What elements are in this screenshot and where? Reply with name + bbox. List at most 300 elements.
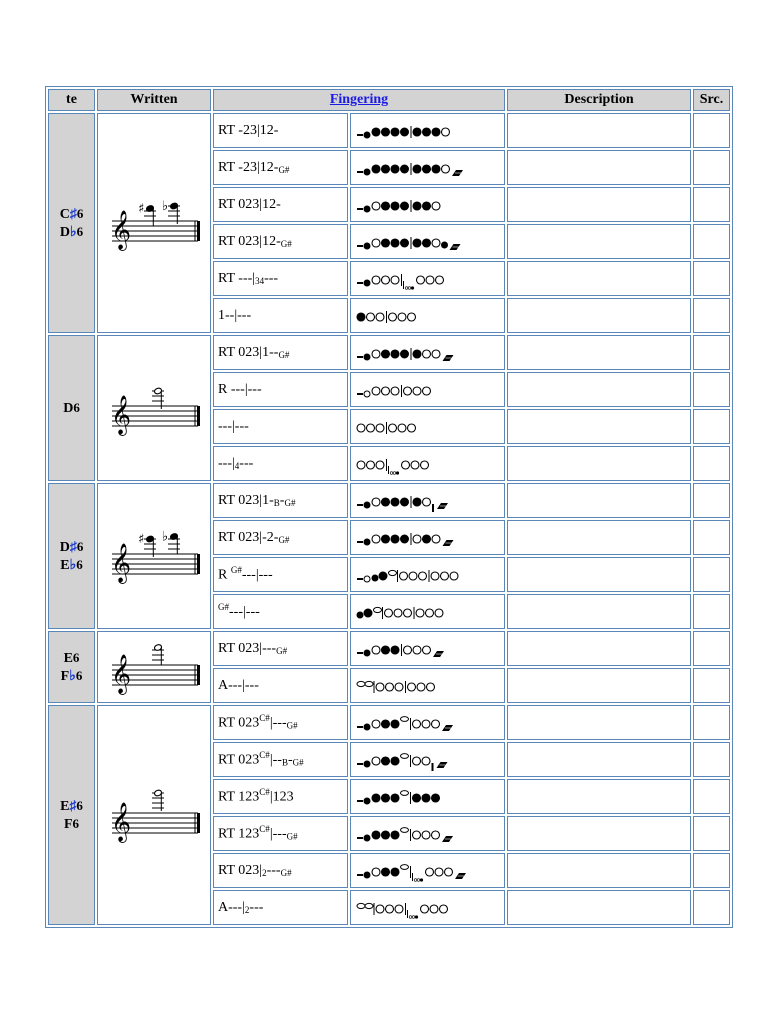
header-row (48, 89, 730, 111)
staff-notation (102, 524, 214, 584)
open-hole-icon (389, 424, 397, 432)
open-hole-icon (413, 535, 421, 543)
fingering-code (213, 483, 348, 518)
closed-hole-icon (391, 535, 399, 543)
final-barline (197, 665, 200, 685)
octave-number: 6 (75, 668, 83, 683)
fingering-code (213, 520, 348, 555)
pinky-key-icon (393, 471, 396, 474)
fingering-code-part: RT 123 (218, 789, 260, 805)
closed-hole-icon (391, 646, 399, 654)
open-hole-icon (408, 683, 416, 691)
note-name-cell (48, 113, 95, 333)
side-key-icon (374, 607, 382, 612)
open-hole-icon (408, 313, 416, 321)
note-letter: F (60, 669, 70, 684)
closed-hole-icon (372, 794, 380, 802)
description-cell (507, 224, 691, 259)
closed-hole-icon (401, 165, 409, 173)
pinky-key-icon (396, 471, 399, 474)
treble-clef-icon: 𝄞 (111, 394, 132, 435)
pinky-key-icon (408, 286, 411, 289)
fingering-diagram (355, 453, 503, 475)
thumb-rest-icon (357, 578, 363, 580)
open-hole-icon (432, 720, 440, 728)
source-cell (693, 890, 730, 925)
fingering-code (213, 335, 348, 370)
fingering-column-header (213, 89, 505, 111)
thumb-hole-icon (364, 502, 370, 508)
pinky-key-icon (420, 878, 423, 881)
open-hole-icon (402, 461, 410, 469)
side-key-icon (365, 903, 373, 908)
closed-hole-icon (401, 498, 409, 506)
note-column-header: te (48, 89, 95, 111)
fingering-diagram (355, 564, 503, 586)
note-name-cell (48, 483, 95, 629)
fingering-code-part: C# (259, 750, 270, 761)
fingering-diagram-cell (350, 298, 505, 333)
pinky-key-icon (414, 878, 417, 881)
description-cell (507, 261, 691, 296)
open-hole-icon (450, 572, 458, 580)
c-sharp-key-icon (401, 827, 409, 832)
note-name (53, 538, 90, 556)
open-hole-icon (411, 461, 419, 469)
thumb-hole-icon (364, 206, 370, 212)
open-hole-icon (417, 276, 425, 284)
description-cell (507, 446, 691, 481)
open-hole-icon (423, 646, 431, 654)
fingering-diagram-cell (350, 557, 505, 592)
closed-hole-icon (391, 868, 399, 876)
fingering-code-part: 2 (244, 904, 250, 915)
fingering-code-part: G# (280, 867, 292, 878)
open-hole-icon (372, 239, 380, 247)
fingering-code-part: --- (239, 455, 254, 471)
fingering-code (213, 298, 348, 333)
treble-clef-icon: 𝄞 (111, 653, 132, 694)
open-hole-icon (398, 424, 406, 432)
thumb-rest-icon (357, 874, 363, 876)
description-cell (507, 335, 691, 370)
open-hole-icon (432, 831, 440, 839)
note-letter: E (60, 799, 70, 814)
thumb-hole-icon (364, 169, 370, 175)
thumb-hole-icon (364, 576, 370, 582)
closed-hole-icon (391, 239, 399, 247)
staff-notation (102, 783, 214, 843)
fingering-code-part: RT ---| (218, 270, 256, 286)
open-hole-icon (435, 868, 443, 876)
closed-hole-icon (382, 165, 390, 173)
open-hole-icon (435, 609, 443, 617)
fingering-diagram (355, 527, 503, 549)
fingering-code-part: - (279, 492, 285, 508)
open-hole-icon (400, 572, 408, 580)
open-hole-icon (422, 831, 430, 839)
fingering-code-part: G# (218, 602, 229, 613)
fingering-code-part: RT -23|12- (218, 159, 279, 175)
closed-hole-icon (441, 241, 448, 248)
fingering-diagram-cell (350, 705, 505, 740)
accidental: ♯ (69, 540, 77, 555)
open-hole-icon (404, 646, 412, 654)
fingering-code (213, 150, 348, 185)
pinky-key-icon (411, 286, 414, 289)
open-hole-icon (372, 868, 380, 876)
fingering-code (213, 187, 348, 222)
description-cell (507, 631, 691, 666)
closed-hole-icon (401, 128, 409, 136)
thumb-hole-icon (364, 132, 370, 138)
fingering-code-part: G# (278, 349, 290, 360)
open-hole-icon (422, 757, 430, 765)
fingering-code-part: A---| (218, 899, 245, 915)
closed-hole-icon (423, 202, 431, 210)
fingering-code-part: R (218, 567, 231, 583)
closed-hole-icon (391, 350, 399, 358)
fingering-code-part: G# (278, 534, 290, 545)
written-staff-cell (97, 113, 211, 333)
accidental: ♭ (70, 225, 77, 240)
open-hole-icon (376, 461, 384, 469)
thumb-rest-icon (357, 726, 363, 728)
fingering-code (213, 372, 348, 407)
table-row (48, 705, 730, 740)
note-letter: D (59, 540, 70, 555)
fingering-code (213, 409, 348, 444)
final-barline (197, 221, 200, 241)
fingering-diagram (355, 786, 503, 808)
open-hole-icon (386, 683, 394, 691)
open-hole-icon (413, 646, 421, 654)
fingering-code-part: G# (280, 238, 292, 249)
open-hole-icon (408, 424, 416, 432)
fingering-code-part: A---|--- (218, 677, 259, 693)
source-cell (693, 113, 730, 148)
written-staff-cell (97, 483, 211, 629)
fingering-diagram-cell (350, 816, 505, 851)
fingering-code-part: 34 (255, 275, 265, 286)
description-cell (507, 890, 691, 925)
open-hole-icon (398, 313, 406, 321)
thumb-hole-icon (364, 280, 370, 286)
fingering-diagram (355, 305, 503, 327)
c-sharp-key-icon (401, 753, 409, 758)
open-hole-icon (372, 350, 380, 358)
note-name-cell (48, 631, 95, 703)
closed-hole-icon (357, 313, 365, 321)
open-hole-icon (367, 461, 375, 469)
source-column-header: Src. (693, 89, 730, 111)
closed-hole-icon (382, 646, 390, 654)
thumb-hole-icon (364, 798, 370, 804)
note-name (53, 797, 90, 815)
final-barline (197, 554, 200, 574)
fingering-diagram-cell (350, 779, 505, 814)
source-cell (693, 668, 730, 703)
open-hole-icon (432, 239, 440, 247)
thumb-hole-icon (364, 650, 370, 656)
fingering-code-part: RT 023 (218, 715, 260, 731)
written-staff-cell (97, 705, 211, 925)
open-hole-icon (432, 202, 440, 210)
closed-hole-icon (432, 794, 440, 802)
description-cell (507, 409, 691, 444)
accidental: ♯ (69, 207, 77, 222)
fingering-code-part: |--- (269, 715, 287, 731)
fingering-diagram (355, 120, 503, 142)
fingering-code-part: G# (286, 720, 298, 731)
closed-hole-icon (413, 128, 421, 136)
thumb-rest-icon (357, 763, 363, 765)
fingering-code (213, 890, 348, 925)
fingering-code (213, 557, 348, 592)
description-cell (507, 113, 691, 148)
source-cell (693, 557, 730, 592)
fingering-diagram (355, 897, 503, 919)
thumb-rest-icon (357, 800, 363, 802)
open-hole-icon (442, 165, 450, 173)
closed-hole-icon (382, 720, 390, 728)
fingering-diagram (355, 823, 503, 845)
fingering-diagram-cell (350, 335, 505, 370)
open-hole-icon (357, 461, 365, 469)
open-hole-icon (367, 424, 375, 432)
source-cell (693, 224, 730, 259)
open-hole-icon (372, 535, 380, 543)
closed-hole-icon (401, 239, 409, 247)
open-hole-icon (423, 387, 431, 395)
pinky-key-icon (409, 915, 412, 918)
note-letter: E (63, 651, 73, 666)
open-hole-icon (445, 868, 453, 876)
note-name (53, 556, 90, 574)
treble-clef-icon: 𝄞 (111, 209, 132, 250)
fingering-code (213, 594, 348, 629)
open-hole-icon (426, 868, 434, 876)
fingering-link[interactable]: Fingering (329, 92, 389, 107)
closed-hole-icon (423, 535, 431, 543)
open-hole-icon (367, 313, 375, 321)
note-letter: D (59, 225, 70, 240)
fingering-code-part: C# (259, 713, 270, 724)
open-hole-icon (441, 572, 449, 580)
source-cell (693, 594, 730, 629)
open-hole-icon (391, 387, 399, 395)
closed-hole-icon (391, 165, 399, 173)
fingering-diagram (355, 638, 503, 660)
accidental: ♯ (69, 799, 77, 814)
thumb-rest-icon (357, 171, 363, 173)
description-cell (507, 557, 691, 592)
description-cell (507, 483, 691, 518)
description-cell (507, 779, 691, 814)
accidental: ♭ (69, 669, 76, 684)
open-hole-icon (385, 609, 393, 617)
thumb-rest-icon (357, 208, 363, 210)
octave-number: 6 (72, 650, 80, 665)
open-hole-icon (394, 609, 402, 617)
source-cell (693, 446, 730, 481)
table-body (48, 113, 730, 925)
open-hole-icon (372, 202, 380, 210)
octave-number: 6 (76, 798, 83, 813)
sharp-icon: ♯ (138, 531, 145, 547)
closed-hole-icon (382, 831, 390, 839)
fingering-code-part: RT -23|12- (218, 122, 279, 138)
closed-hole-icon (382, 757, 390, 765)
pinky-key-icon (417, 878, 420, 881)
closed-hole-icon (382, 202, 390, 210)
fingering-diagram-cell (350, 113, 505, 148)
thumb-hole-icon (364, 243, 370, 249)
treble-clef-icon: 𝄞 (111, 542, 132, 583)
note-name (53, 399, 90, 417)
open-hole-icon (416, 609, 424, 617)
thumb-rest-icon (357, 652, 363, 654)
thumb-rest-icon (357, 282, 363, 284)
open-hole-icon (430, 905, 438, 913)
open-hole-icon (421, 905, 429, 913)
open-hole-icon (427, 683, 435, 691)
octave-number: 6 (76, 206, 84, 221)
description-cell (507, 594, 691, 629)
open-hole-icon (413, 831, 421, 839)
fingering-code-part: ---|--- (241, 567, 273, 583)
fingering-diagram-cell (350, 631, 505, 666)
closed-hole-icon (391, 794, 399, 802)
pinky-key-icon (405, 286, 408, 289)
closed-hole-icon (413, 498, 421, 506)
thumb-hole-icon (364, 835, 370, 841)
thumb-rest-icon (357, 245, 363, 247)
closed-hole-icon (413, 350, 421, 358)
source-cell (693, 150, 730, 185)
open-hole-icon (376, 424, 384, 432)
source-cell (693, 853, 730, 888)
fingering-code (213, 113, 348, 148)
fingering-code-part: 4 (234, 460, 240, 471)
closed-hole-icon (391, 202, 399, 210)
thumb-hole-icon (364, 354, 370, 360)
fingering-code (213, 705, 348, 740)
final-barline (197, 406, 200, 426)
fingering-code-part: 2 (262, 867, 267, 878)
fingering-diagram-cell (350, 742, 505, 777)
closed-hole-icon (391, 720, 399, 728)
thumb-rest-icon (357, 837, 363, 839)
open-hole-icon (413, 757, 421, 765)
flat-icon: ♭ (162, 529, 169, 544)
source-cell (693, 631, 730, 666)
note-letter: E (60, 558, 70, 573)
closed-hole-icon (401, 350, 409, 358)
fingering-diagram (355, 712, 503, 734)
fingering-diagram (355, 231, 503, 253)
c-sharp-key-icon (401, 790, 409, 795)
closed-hole-icon (382, 794, 390, 802)
fingering-code-part: ---|--- (229, 604, 260, 620)
side-key-icon (365, 681, 373, 686)
closed-hole-icon (413, 202, 421, 210)
fingering-code-part: G# (276, 645, 288, 656)
closed-hole-icon (423, 128, 431, 136)
sharp-icon: ♯ (138, 201, 145, 216)
closed-hole-icon (382, 868, 390, 876)
note-name (53, 205, 90, 223)
c-sharp-key-icon (401, 864, 409, 869)
note-name (53, 223, 90, 241)
fingering-code-part: RT 023 (218, 752, 260, 768)
thumb-rest-icon (357, 134, 363, 136)
fingering-code (213, 631, 348, 666)
note-letter: F (63, 817, 73, 832)
open-hole-icon (372, 720, 380, 728)
fingering-diagram (355, 342, 503, 364)
open-hole-icon (372, 498, 380, 506)
open-hole-icon (440, 905, 448, 913)
fingering-code-part: RT 023|12- (218, 196, 281, 212)
description-cell (507, 150, 691, 185)
fingering-code-part: R ---|--- (218, 381, 262, 397)
closed-hole-icon (382, 128, 390, 136)
fingering-diagram (355, 416, 503, 438)
note-name (53, 667, 90, 685)
source-cell (693, 816, 730, 851)
closed-hole-icon (391, 757, 399, 765)
fingering-diagram (355, 749, 503, 771)
staff-notation (102, 376, 214, 436)
fingering-diagram (355, 490, 503, 512)
fingering-code-part: B (281, 757, 288, 768)
fingering-diagram-cell (350, 853, 505, 888)
table-row (48, 113, 730, 148)
fingering-code-part: |--- (269, 826, 287, 842)
thumb-rest-icon (357, 356, 363, 358)
fingering-diagram-cell (350, 409, 505, 444)
open-hole-icon (421, 461, 429, 469)
thumb-hole-icon (364, 761, 370, 767)
fingering-code-part: G# (292, 757, 304, 768)
thumb-hole-icon (364, 391, 370, 397)
accidental: ♭ (69, 558, 77, 573)
fingering-diagram-cell (350, 372, 505, 407)
fingering-code (213, 742, 348, 777)
open-hole-icon (426, 276, 434, 284)
fingering-code (213, 446, 348, 481)
description-column-header: Description (507, 89, 691, 111)
description-cell (507, 705, 691, 740)
open-hole-icon (372, 757, 380, 765)
fingering-code-part: 1--|--- (218, 307, 252, 323)
thumb-hole-icon (364, 872, 370, 878)
closed-hole-icon (391, 128, 399, 136)
closed-hole-icon (413, 239, 421, 247)
table-row (48, 483, 730, 518)
closed-hole-icon (391, 498, 399, 506)
flat-icon: ♭ (162, 198, 169, 214)
closed-hole-icon (432, 128, 440, 136)
fingering-code (213, 853, 348, 888)
open-hole-icon (417, 683, 425, 691)
open-hole-icon (372, 276, 380, 284)
c-sharp-key-icon (401, 716, 409, 721)
note-letter: D (63, 401, 74, 416)
source-cell (693, 335, 730, 370)
fingering-diagram (355, 601, 503, 623)
